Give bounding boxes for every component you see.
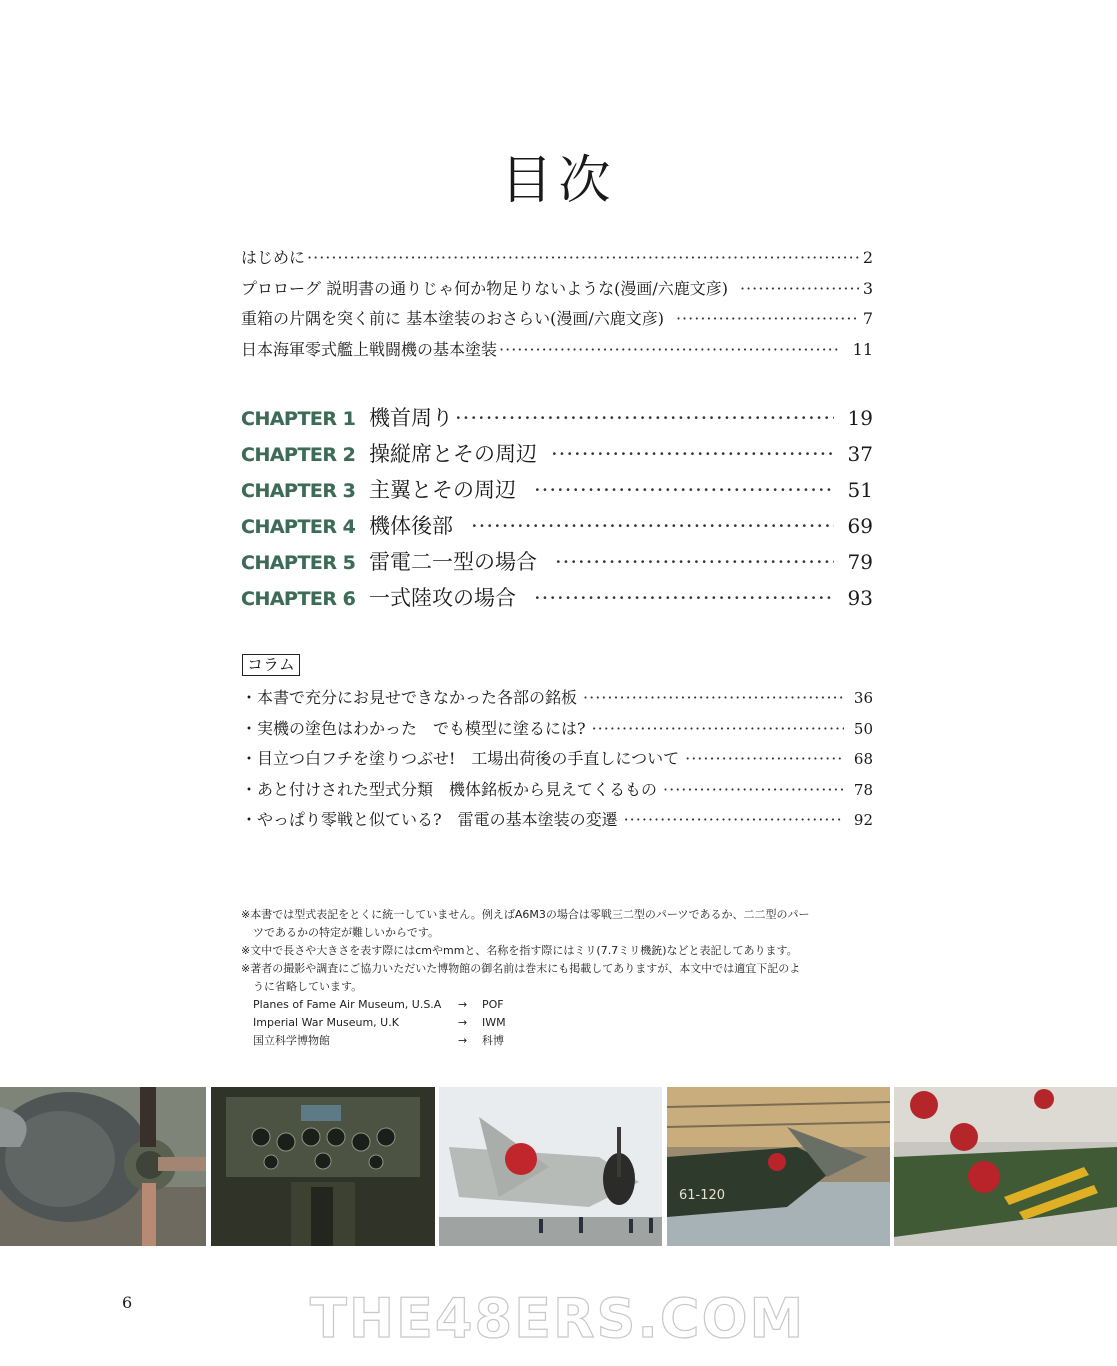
leader-dots (583, 688, 844, 707)
chapter-title: 雷電二一型の場合 (369, 550, 537, 574)
chapter-title: 機首周り (369, 406, 453, 430)
leader-dots (624, 810, 844, 829)
abbr-full: 国立科学博物館 (253, 1034, 330, 1047)
leader-dots (663, 780, 844, 799)
chapter-page: 19 (847, 406, 873, 430)
toc-entry-page: 2 (862, 248, 873, 267)
leader-dots (592, 719, 844, 738)
photo-zero-hangar (667, 1087, 890, 1246)
leader-dots (685, 749, 844, 768)
leader-dots (499, 340, 841, 359)
toc-entry-title: プロローグ 説明書の通りじゃ何か物足りないような(漫画/六鹿文彦) (241, 279, 728, 298)
note-line: うに省略しています。 (253, 980, 363, 993)
chapter-page: 51 (847, 478, 873, 502)
column-entry-title: ・目立つ白フチを塗りつぶせ! 工場出荷後の手直しについて (241, 749, 680, 768)
leader-dots (534, 586, 834, 610)
column-entry-title: ・やっぱり零戦と似ている? 雷電の基本塗装の変遷 (241, 810, 618, 829)
note-line: ※文中で長さや大きさを表す際にはcmやmmと、名称を指す際にはミリ(7.7ミリ機銃)などと表記してあります。 (241, 944, 798, 957)
chapter-title: 機体後部 (369, 514, 453, 538)
abbr-full: Planes of Fame Air Museum, U.S.A (253, 998, 442, 1011)
toc-entry-page: 3 (862, 279, 873, 298)
chapter-title: 一式陸攻の場合 (369, 586, 516, 610)
chapter-label: CHAPTER 3 (241, 480, 356, 502)
toc-entry-page: 7 (862, 309, 873, 328)
photo-zero-side (439, 1087, 662, 1246)
column-entry-title: ・本書で充分にお見せできなかった各部の銘板 (241, 688, 578, 707)
note-line: ツであるかの特定が難しいからです。 (253, 926, 440, 939)
note-line: ※著者の撮影や調査にご協力いただいた博物館の御名前は巻末にも掲載してありますが、本文中では適宜下記のよ (241, 962, 801, 975)
chapter-1[interactable] (241, 402, 873, 432)
photo-cockpit (211, 1087, 435, 1246)
toc-entry-title: 重箱の片隅を突く前に 基本塗装のおさらい(漫画/六鹿文彦) (241, 309, 664, 328)
abbr-short: 科博 (482, 1034, 504, 1047)
toc-entry-zero-painting[interactable] (241, 337, 873, 360)
leader-dots (455, 406, 834, 430)
column-entry[interactable] (241, 716, 873, 739)
chapter-title: 主翼とその周辺 (369, 478, 516, 502)
leader-dots (676, 309, 859, 328)
abbreviation-table (253, 996, 506, 1050)
chapter-label: CHAPTER 1 (241, 408, 356, 430)
leader-dots (471, 514, 834, 538)
arrow-icon: → (458, 1016, 468, 1029)
leader-dots (551, 442, 834, 466)
chapter-3[interactable] (241, 474, 873, 504)
note-line: ※本書では型式表記をとくに統一していません。例えばA6M3の場合は零戦三二型のパーツであるか、二二型のパー (241, 908, 810, 921)
watermark: THE48ERS.COM (310, 1287, 806, 1350)
chapter-label: CHAPTER 2 (241, 444, 356, 466)
column-entry-page: 36 (853, 689, 873, 707)
abbr-full: Imperial War Museum, U.K (253, 1016, 399, 1029)
chapter-6[interactable] (241, 582, 873, 612)
column-entry-page: 68 (853, 750, 873, 768)
column-entry-page: 92 (853, 811, 873, 829)
column-entry-page: 50 (853, 720, 873, 738)
photo-raiden (894, 1087, 1117, 1246)
page-title: 目次 (500, 151, 617, 211)
chapter-2[interactable] (241, 438, 873, 468)
leader-dots (555, 550, 834, 574)
chapter-label: CHAPTER 4 (241, 516, 356, 538)
abbreviation-row (253, 996, 506, 1014)
chapter-page: 69 (847, 514, 873, 538)
toc-entry-prologue[interactable] (241, 276, 873, 299)
column-entry-page: 78 (853, 781, 873, 799)
abbreviation-row (253, 1032, 506, 1050)
leader-dots (740, 279, 859, 298)
arrow-icon: → (458, 998, 468, 1011)
toc-entry-basic-painting[interactable] (241, 306, 873, 329)
toc-entry-page: 11 (852, 340, 873, 359)
chapter-title: 操縦席とその周辺 (369, 442, 537, 466)
photo-engine-propeller (0, 1087, 206, 1246)
column-entry-title: ・あと付けされた型式分類 機体銘板から見えてくるもの (241, 780, 658, 799)
abbreviation-row (253, 1014, 506, 1032)
editorial-notes (241, 906, 861, 1050)
toc-entry-intro[interactable] (241, 245, 873, 268)
tail-code: 61-120 (679, 1188, 726, 1203)
chapter-label: CHAPTER 5 (241, 552, 356, 574)
column-entry[interactable] (241, 777, 873, 800)
chapter-page: 37 (847, 442, 873, 466)
chapter-page: 79 (847, 550, 873, 574)
column-heading: コラム (242, 654, 300, 676)
toc-entry-title: はじめに (241, 248, 306, 267)
page-number: 6 (122, 1293, 133, 1312)
abbr-short: IWM (482, 1016, 506, 1029)
arrow-icon: → (458, 1034, 468, 1047)
column-entry[interactable] (241, 807, 873, 830)
column-entry-title: ・実機の塗色はわかった でも模型に塗るには? (241, 719, 586, 738)
photo-strip (0, 1087, 1117, 1246)
toc-entry-title: 日本海軍零式艦上戦闘機の基本塗装 (241, 340, 498, 359)
chapter-4[interactable] (241, 510, 873, 540)
chapter-label: CHAPTER 6 (241, 588, 356, 610)
chapter-page: 93 (847, 586, 873, 610)
leader-dots (534, 478, 834, 502)
abbr-short: POF (482, 998, 504, 1011)
column-entry[interactable] (241, 746, 873, 769)
column-entry[interactable] (241, 685, 873, 708)
leader-dots (307, 248, 859, 267)
chapter-5[interactable] (241, 546, 873, 576)
